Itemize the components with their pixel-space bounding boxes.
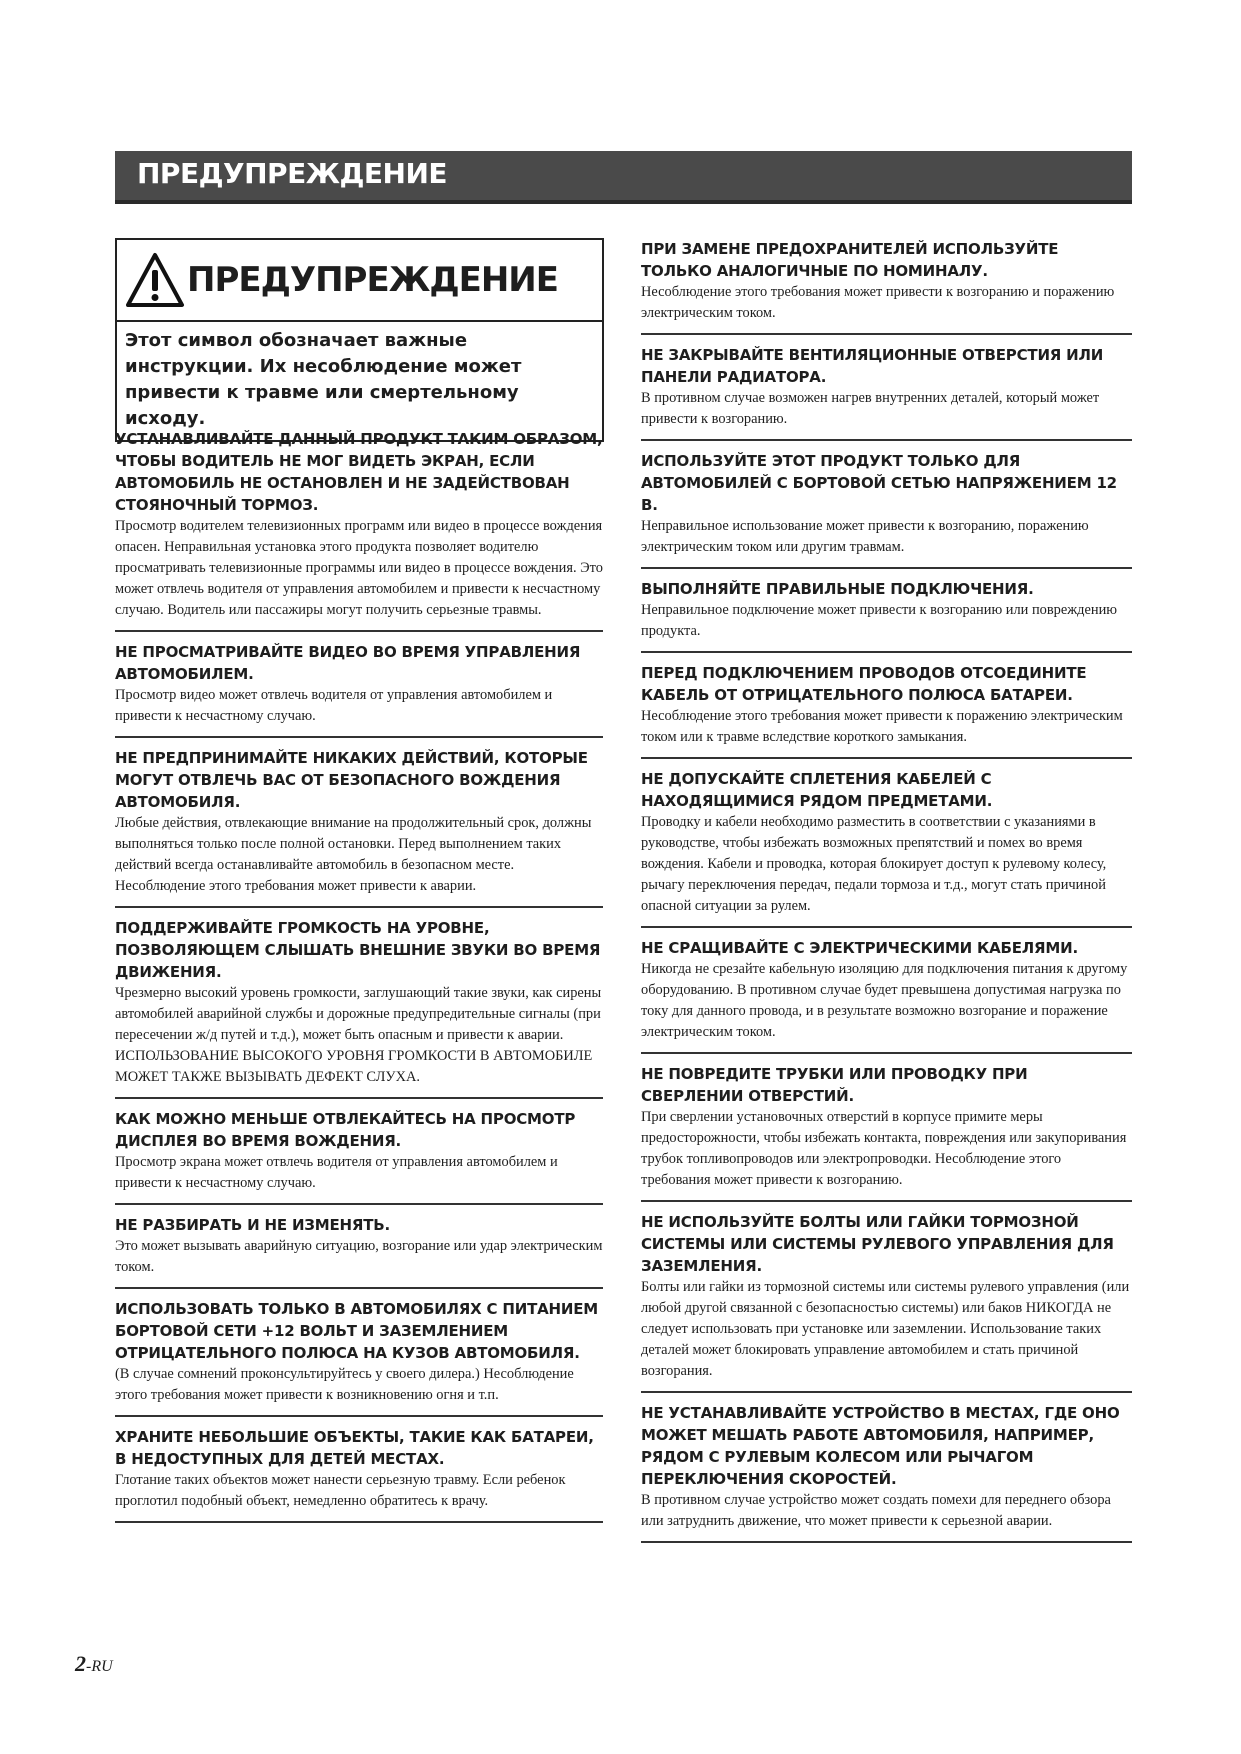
section-title: НЕ ПРЕДПРИНИМАЙТЕ НИКАКИХ ДЕЙСТВИЙ, КОТОРЫЕ МОГУТ ОТВЛЕЧЬ ВАС ОТ БЕЗОПАСНОГО ВОЖДЕНИЯ АВТОМОБИЛЯ. bbox=[115, 749, 588, 811]
page-number-value: 2 bbox=[75, 1651, 86, 1676]
section-body: В противном случае возможен нагрев внутренних деталей, который может привести к возгоранию. bbox=[641, 390, 1100, 427]
page-language-code: -RU bbox=[86, 1658, 113, 1675]
section-title: НЕ ЗАКРЫВАЙТЕ ВЕНТИЛЯЦИОННЫЕ ОТВЕРСТИЯ ИЛИ ПАНЕЛИ РАДИАТОРА. bbox=[641, 346, 1104, 386]
section-body: Никогда не срезайте кабельную изоляцию для подключения питания к другому оборудованию. В противном случае будет превышена допустимая нагрузка по току для данного провода, и в результате возможно возгорание и поражение электрическим током. bbox=[641, 961, 1128, 1040]
section-body: Несоблюдение этого требования может привести к возгоранию и поражению электрическим током. bbox=[641, 284, 1115, 321]
warning-section bbox=[641, 662, 1132, 759]
warning-section bbox=[115, 917, 603, 1099]
warning-triangle-icon bbox=[125, 251, 185, 309]
warning-section bbox=[641, 1063, 1132, 1202]
section-banner bbox=[115, 151, 1132, 204]
section-title: ВЫПОЛНЯЙТЕ ПРАВИЛЬНЫЕ ПОДКЛЮЧЕНИЯ. bbox=[641, 580, 1034, 598]
section-title: НЕ ДОПУСКАЙТЕ СПЛЕТЕНИЯ КАБЕЛЕЙ С НАХОДЯЩИМИСЯ РЯДОМ ПРЕДМЕТАМИ. bbox=[641, 770, 993, 810]
warning-section bbox=[115, 641, 603, 738]
page-number bbox=[75, 1651, 113, 1677]
warning-section bbox=[115, 1214, 603, 1289]
section-body: Это может вызывать аварийную ситуацию, возгорание или удар электрическим током. bbox=[115, 1238, 603, 1275]
section-title: ПРИ ЗАМЕНЕ ПРЕДОХРАНИТЕЛЕЙ ИСПОЛЬЗУЙТЕ ТОЛЬКО АНАЛОГИЧНЫЕ ПО НОМИНАЛУ. bbox=[641, 240, 1059, 280]
warning-box bbox=[115, 238, 604, 442]
section-body: Несоблюдение этого требования может привести к поражению электрическим током или к травме вследствие короткого замыкания. bbox=[641, 708, 1123, 745]
warning-section bbox=[641, 238, 1132, 335]
section-title: НЕ УСТАНАВЛИВАЙТЕ УСТРОЙСТВО В МЕСТАХ, ГДЕ ОНО МОЖЕТ МЕШАТЬ РАБОТЕ АВТОМОБИЛЯ, НАПРИМЕР, РЯДОМ С РУЛЕВЫМ КОЛЕСОМ ИЛИ РЫЧАГОМ ПЕРЕКЛЮЧЕНИЯ СКОРОСТЕЙ. bbox=[641, 1404, 1120, 1488]
section-title: НЕ СРАЩИВАЙТЕ С ЭЛЕКТРИЧЕСКИМИ КАБЕЛЯМИ. bbox=[641, 939, 1078, 957]
section-title: ПЕРЕД ПОДКЛЮЧЕНИЕМ ПРОВОДОВ ОТСОЕДИНИТЕ КАБЕЛЬ ОТ ОТРИЦАТЕЛЬНОГО ПОЛЮСА БАТАРЕИ. bbox=[641, 664, 1087, 704]
section-title: НЕ РАЗБИРАТЬ И НЕ ИЗМЕНЯТЬ. bbox=[115, 1216, 391, 1234]
right-column bbox=[641, 238, 1132, 1552]
section-body: Просмотр видео может отвлечь водителя от управления автомобилем и привести к несчастному случаю. bbox=[115, 687, 553, 724]
section-title: НЕ ПРОСМАТРИВАЙТЕ ВИДЕО ВО ВРЕМЯ УПРАВЛЕНИЯ АВТОМОБИЛЕМ. bbox=[115, 643, 581, 683]
section-body: В противном случае устройство может создать помехи для переднего обзора или затруднить движение, что может привести к серьезной аварии. bbox=[641, 1492, 1111, 1529]
left-column bbox=[115, 428, 603, 1532]
warning-section bbox=[115, 1298, 603, 1417]
warning-section bbox=[641, 1211, 1132, 1393]
warning-section bbox=[115, 747, 603, 908]
section-body: Неправильное использование может привести к возгоранию, поражению электрическим током или другим травмам. bbox=[641, 518, 1089, 555]
warning-section bbox=[641, 1402, 1132, 1543]
warning-section bbox=[641, 768, 1132, 928]
section-body: Чрезмерно высокий уровень громкости, заглушающий такие звуки, как сирены автомобилей аварийной службы и дорожные предупредительные сигналы (при пересечении ж/д путей и т.д.), может быть опасным и привести к аварии. ИСПОЛЬЗОВАНИЕ ВЫСОКОГО УРОВНЯ ГРОМКОСТИ В АВТОМОБИЛЕ МОЖЕТ ТАКЖЕ ВЫЗЫВАТЬ ДЕФЕКТ СЛУХА. bbox=[115, 985, 602, 1085]
section-body: Болты или гайки из тормозной системы или системы рулевого управления (или любой другой связанной с безопасностью системы) или баков НИКОГДА не следует использовать при установке или заземлении. Использование таких деталей может блокировать управление автомобилем и стать причиной возгорания. bbox=[641, 1279, 1130, 1379]
section-title: НЕ ИСПОЛЬЗУЙТЕ БОЛТЫ ИЛИ ГАЙКИ ТОРМОЗНОЙ СИСТЕМЫ ИЛИ СИСТЕМЫ РУЛЕВОГО УПРАВЛЕНИЯ ДЛЯ ЗАЗЕМЛЕНИЯ. bbox=[641, 1213, 1114, 1275]
section-body: (В случае сомнений проконсультируйтесь у своего дилера.) Несоблюдение этого требования может привести к возникновению огня и т.п. bbox=[115, 1366, 574, 1403]
section-title: УСТАНАВЛИВАЙТЕ ДАННЫЙ ПРОДУКТ ТАКИМ ОБРАЗОМ, ЧТОБЫ ВОДИТЕЛЬ НЕ МОГ ВИДЕТЬ ЭКРАН, ЕСЛИ АВТОМОБИЛЬ НЕ ОСТАНОВЛЕН И НЕ ЗАДЕЙСТВОВАН СТОЯНОЧНЫЙ ТОРМОЗ. bbox=[115, 430, 603, 514]
warning-section bbox=[641, 344, 1132, 441]
warning-section bbox=[115, 1108, 603, 1205]
section-body: Просмотр экрана может отвлечь водителя от управления автомобилем и привести к несчастному случаю. bbox=[115, 1154, 558, 1191]
section-body: При сверлении установочных отверстий в корпусе примите меры предосторожности, чтобы избежать контакта, повреждения или закупоривания трубок топливопроводов или электропроводки. Несоблюдение этого требования может привести к возгоранию. bbox=[641, 1109, 1127, 1188]
warning-section bbox=[115, 1426, 603, 1523]
section-body: Глотание таких объектов может нанести серьезную травму. Если ребенок проглотил подобный объект, немедленно обратитесь к врачу. bbox=[115, 1472, 566, 1509]
warning-box-text: Этот символ обозначает важные инструкции. Их несоблюдение может привести к травме или смертельному исходу. bbox=[125, 330, 522, 429]
section-title: ИСПОЛЬЗУЙТЕ ЭТОТ ПРОДУКТ ТОЛЬКО ДЛЯ АВТОМОБИЛЕЙ С БОРТОВОЙ СЕТЬЮ НАПРЯЖЕНИЕМ 12 В. bbox=[641, 452, 1117, 514]
warning-box-header bbox=[117, 240, 602, 322]
warning-section bbox=[641, 578, 1132, 653]
warning-section bbox=[641, 450, 1132, 569]
section-title: ИСПОЛЬЗОВАТЬ ТОЛЬКО В АВТОМОБИЛЯХ С ПИТАНИЕМ БОРТОВОЙ СЕТИ +12 ВОЛЬТ И ЗАЗЕМЛЕНИЕМ ОТРИЦАТЕЛЬНОГО ПОЛЮСА НА КУЗОВ АВТОМОБИЛЯ. bbox=[115, 1300, 599, 1362]
section-title: ХРАНИТЕ НЕБОЛЬШИЕ ОБЪЕКТЫ, ТАКИЕ КАК БАТАРЕИ, В НЕДОСТУПНЫХ ДЛЯ ДЕТЕЙ МЕСТАХ. bbox=[115, 1428, 594, 1468]
section-body: Проводку и кабели необходимо разместить в соответствии с указаниями в руководстве, чтобы избежать возможных препятствий и помех во время вождения. Кабели и проводка, которая блокирует доступ к рулевому колесу, рычагу переключения передач, педали тормоза и т.д., могут стать причиной опасной ситуации за рулем. bbox=[641, 814, 1107, 914]
section-body: Просмотр водителем телевизионных программ или видео в процессе вождения опасен. Неправильная установка этого продукта позволяет водителю просматривать телевизионные программы или видео в процессе вождения. Это может отвлечь водителя от управления автомобилем и привести к несчастному случаю. Водитель или пассажиры могут получить серьезные травмы. bbox=[115, 518, 603, 618]
section-title: НЕ ПОВРЕДИТЕ ТРУБКИ ИЛИ ПРОВОДКУ ПРИ СВЕРЛЕНИИ ОТВЕРСТИЙ. bbox=[641, 1065, 1028, 1105]
section-body: Неправильное подключение может привести к возгоранию или повреждению продукта. bbox=[641, 602, 1118, 639]
section-body: Любые действия, отвлекающие внимание на продолжительный срок, должны выполняться только после полной остановки. Перед выполнением таких действий всегда останавливайте автомобиль в безопасном месте. Несоблюдение этого требования может привести к аварии. bbox=[115, 815, 592, 894]
warning-section bbox=[115, 428, 603, 632]
warning-box-title: ПРЕДУПРЕЖДЕНИЕ bbox=[187, 260, 558, 300]
warning-section bbox=[641, 937, 1132, 1054]
section-title: КАК МОЖНО МЕНЬШЕ ОТВЛЕКАЙТЕСЬ НА ПРОСМОТР ДИСПЛЕЯ ВО ВРЕМЯ ВОЖДЕНИЯ. bbox=[115, 1110, 576, 1150]
section-title: ПОДДЕРЖИВАЙТЕ ГРОМКОСТЬ НА УРОВНЕ, ПОЗВОЛЯЮЩЕМ СЛЫШАТЬ ВНЕШНИЕ ЗВУКИ ВО ВРЕМЯ ДВИЖЕНИЯ. bbox=[115, 919, 601, 981]
banner-title: ПРЕДУПРЕЖДЕНИЕ bbox=[137, 157, 448, 190]
